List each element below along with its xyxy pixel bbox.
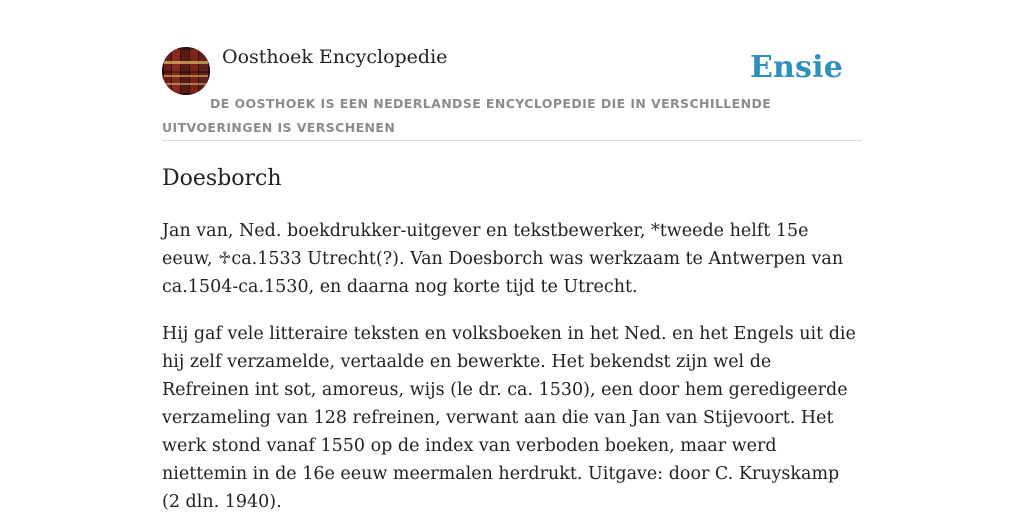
brand-logo[interactable]: Ensie — [749, 50, 843, 85]
article-title: Doesborch — [162, 166, 282, 191]
books-avatar-icon[interactable] — [162, 47, 210, 95]
site-header — [162, 44, 862, 141]
article-paragraph-1: Jan van, Ned. boekdrukker-uitgever en tekstbewerker, *tweede helft 15e eeuw, ♱ca.1533 Utrecht(?). Van Doesborch was werkzaam te Antwerpen van ca.1504-ca.1530, en daarna nog korte tijd te Utrecht. — [162, 221, 844, 297]
site-tagline: DE OOSTHOEK IS EEN NEDERLANDSE ENCYCLOPEDIE DIE IN VERSCHILLENDE UITVOERINGEN IS VERSCHENEN — [162, 96, 772, 135]
site-title[interactable]: Oosthoek Encyclopedie — [222, 46, 448, 68]
article-paragraph-2: Hij gaf vele litteraire teksten en volksboeken in het Ned. en het Engels uit die hij zelf verzamelde, vertaalde en bewerkte. Het bekendst zijn wel de Refreinen int sot, amoreus, wijs (le dr. ca. 1530), een door hem geredigeerde verzameling van 128 refreinen, verwant aan die van Jan van Stijevoort. Het werk stond vanaf 1550 op de index van verboden boeken, maar werd niettemin in de 16e eeuw meermalen herdrukt. Uitgave: door C. Kruyskamp (2 dln. 1940). — [162, 324, 856, 512]
article — [162, 164, 862, 512]
